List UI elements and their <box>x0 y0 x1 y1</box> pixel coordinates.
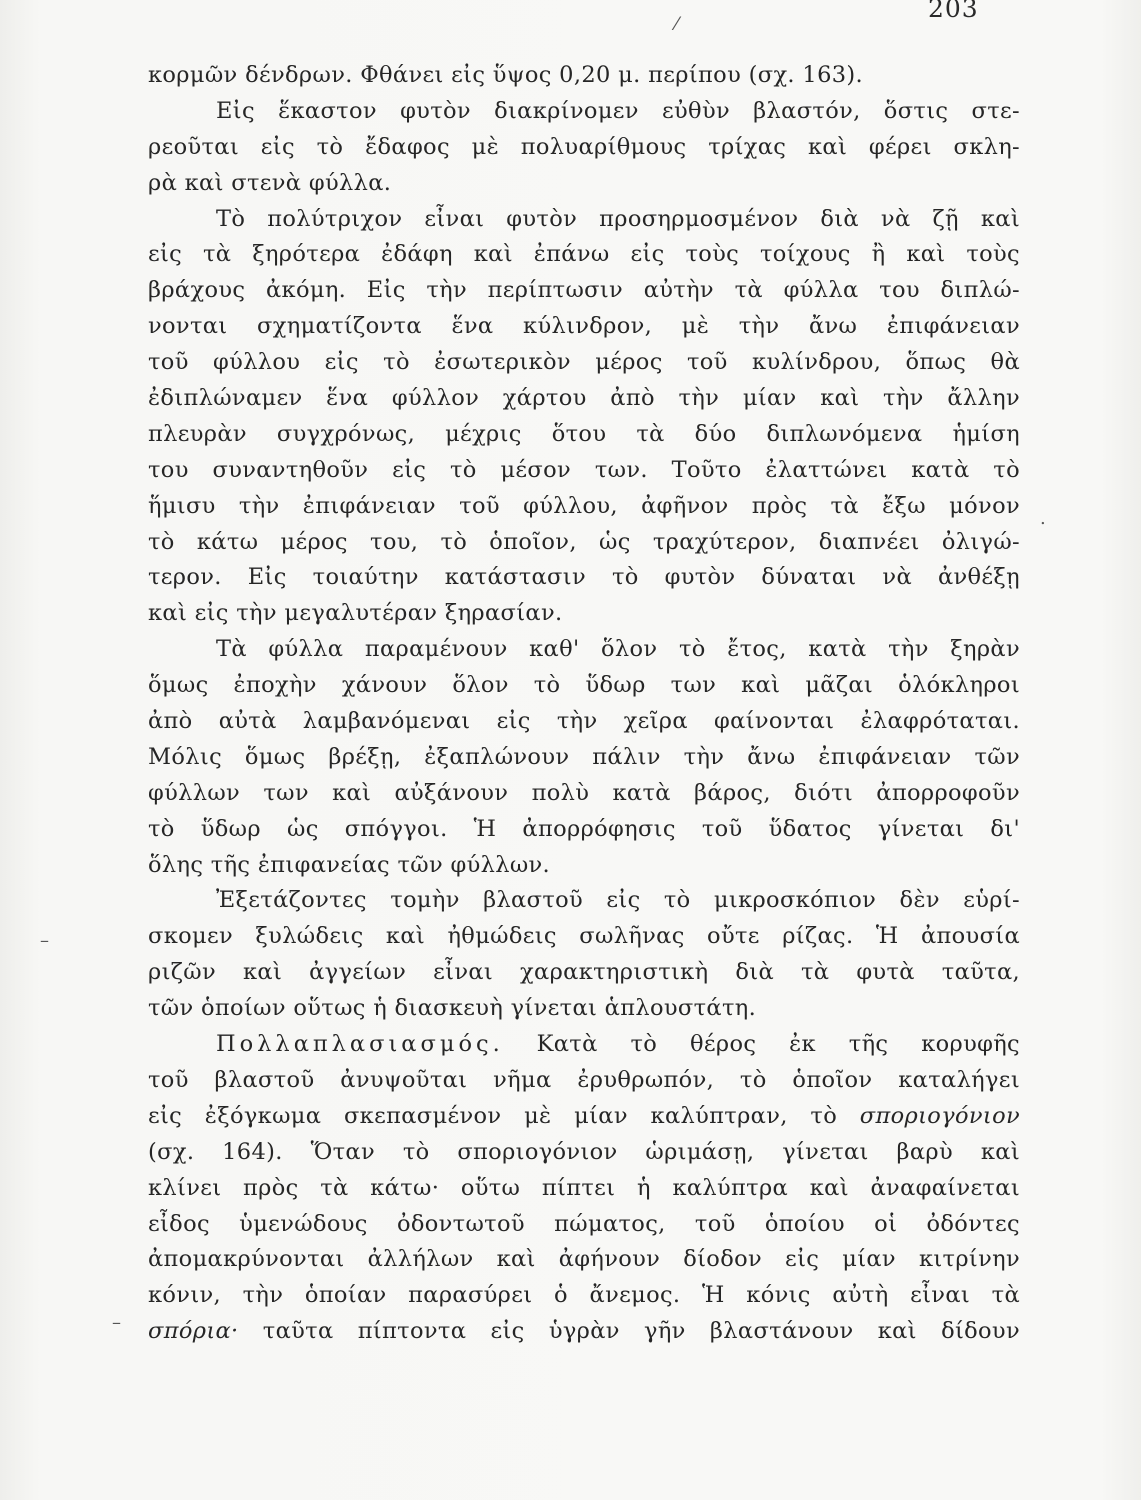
text-line: σκομεν ξυλώδεις καὶ ἠθμώδεις σωλῆνας οὔτε ρίζας. Ἡ ἀπουσία <box>148 923 1020 950</box>
section-heading: Πολλαπλασιασμός. <box>216 1031 504 1058</box>
italic-term: σπόρια· <box>148 1318 239 1345</box>
text-line: τὸ κάτω μέρος του, τὸ ὁποῖον, ὡς τραχύτερον, διαπνέει ὀλιγώ- <box>148 528 1020 555</box>
text-line: ὅλης τῆς ἐπιφανείας τῶν φύλλων. <box>148 851 551 878</box>
text-line: ρὰ καὶ στενὰ φύλλα. <box>148 169 392 196</box>
text-line: πλευρὰν συγχρόνως, μέχρις ὅτου τὰ δύο διπλωνόμενα ἡμίση <box>148 420 1020 447</box>
text-line: φύλλων των καὶ αὐξάνουν πολὺ κατὰ βάρος, διότι ἀπορροφοῦν <box>148 779 1020 806</box>
text-span: Κατὰ τὸ θέρος ἐκ τῆς κορυφῆς <box>503 1031 1020 1058</box>
text-span: ταῦτα πίπτοντα εἰς ὑγρὰν γῆν βλαστάνουν καὶ δίδουν <box>238 1318 1020 1345</box>
scan-mark: – <box>40 930 49 951</box>
text-line: Εἰς ἕκαστον φυτὸν διακρίνομεν εὐθὺν βλαστόν, ὅστις στε- <box>216 97 1020 124</box>
body-text <box>148 58 1020 1350</box>
text-line: καὶ εἰς τὴν μεγαλυτέραν ξηρασίαν. <box>148 600 563 627</box>
text-line: ριζῶν καὶ ἀγγείων εἶναι χαρακτηριστικὴ διὰ τὰ φυτὰ ταῦτα, <box>148 959 1020 986</box>
text-line: Τὰ φύλλα παραμένουν καθ' ὅλον τὸ ἔτος, κατὰ τὴν ξηρὰν <box>216 636 1020 663</box>
text-span: εἰς ἐξόγκωμα σκεπασμένον μὲ μίαν καλύπτραν, τὸ <box>148 1102 860 1129</box>
text-line: (σχ. 164). Ὅταν τὸ σποριογόνιον ὡριμάσῃ, γίνεται βαρὺ καὶ <box>148 1138 1020 1165</box>
text-line <box>148 1027 1020 1063</box>
text-line: κλίνει πρὸς τὰ κάτω· οὕτω πίπτει ἡ καλύπτρα καὶ ἀναφαίνεται <box>148 1174 1020 1201</box>
scan-mark: – <box>112 1312 121 1333</box>
text-line: ἀπομακρύνονται ἀλλήλων καὶ ἀφήνουν δίοδον εἰς μίαν κιτρίνην <box>148 1246 1020 1273</box>
italic-term: σποριογόνιον <box>859 1102 1020 1129</box>
scan-mark: ⁄ <box>675 14 679 35</box>
text-line: ἐδιπλώναμεν ἕνα φύλλον χάρτου ἀπὸ τὴν μίαν καὶ τὴν ἄλλην <box>148 385 1020 412</box>
text-line: τῶν ὁποίων οὕτως ἡ διασκευὴ γίνεται ἁπλουστάτη. <box>148 995 757 1022</box>
text-line: τὸ ὕδωρ ὡς σπόγγοι. Ἡ ἀπορρόφησις τοῦ ὕδατος γίνεται δι' <box>148 815 1020 842</box>
text-line: ὅμως ἐποχὴν χάνουν ὅλον τὸ ὕδωρ των καὶ μᾶζαι ὁλόκληροι <box>148 672 1020 699</box>
text-line: εἶδος ὑμενώδους ὀδοντωτοῦ πώματος, τοῦ ὁποίου οἱ ὀδόντες <box>148 1210 1020 1237</box>
text-line: ρεοῦται εἰς τὸ ἔδαφος μὲ πολυαρίθμους τρίχας καὶ φέρει σκλη- <box>148 133 1020 160</box>
text-line: Ἐξετάζοντες τομὴν βλαστοῦ εἰς τὸ μικροσκόπιον δὲν εὑρί- <box>216 887 1020 914</box>
text-line: βράχους ἀκόμη. Εἰς τὴν περίπτωσιν αὐτὴν τὰ φύλλα του διπλώ- <box>148 277 1020 304</box>
text-line: Τὸ πολύτριχον εἶναι φυτὸν προσηρμοσμένον διὰ νὰ ζῇ καὶ <box>216 205 1020 232</box>
page-number: 203 <box>928 0 979 23</box>
text-line: κόνιν, τὴν ὁποίαν παρασύρει ὁ ἄνεμος. Ἡ κόνις αὐτὴ εἶναι τὰ <box>148 1282 1020 1309</box>
text-line: νονται σχηματίζοντα ἕνα κύλινδρον, μὲ τὴν ἄνω ἐπιφάνειαν <box>148 313 1020 340</box>
text-line: του συναντηθοῦν εἰς τὸ μέσον των. Τοῦτο ἐλαττώνει κατὰ τὸ <box>148 456 1020 483</box>
text-line: τοῦ βλαστοῦ ἀνυψοῦται νῆμα ἐρυθρωπόν, τὸ ὁποῖον καταλήγει <box>148 1066 1020 1093</box>
text-line <box>148 1099 1020 1135</box>
text-line: Μόλις ὅμως βρέξῃ, ἐξαπλώνουν πάλιν τὴν ἄνω ἐπιφάνειαν τῶν <box>148 743 1020 770</box>
text-line: ἥμισυ τὴν ἐπιφάνειαν τοῦ φύλλου, ἀφῆνον πρὸς τὰ ἔξω μόνον <box>148 492 1020 519</box>
text-line: εἰς τὰ ξηρότερα ἐδάφη καὶ ἐπάνω εἰς τοὺς τοίχους ἢ καὶ τοὺς <box>148 241 1020 268</box>
text-line: ἀπὸ αὐτὰ λαμβανόμεναι εἰς τὴν χεῖρα φαίνονται ἐλαφρόταται. <box>148 708 1020 735</box>
text-line: τοῦ φύλλου εἰς τὸ ἐσωτερικὸν μέρος τοῦ κυλίνδρου, ὅπως θὰ <box>148 349 1020 376</box>
text-line <box>148 1314 1020 1350</box>
text-line: τερον. Εἰς τοιαύτην κατάστασιν τὸ φυτὸν δύναται νὰ ἀνθέξῃ <box>148 564 1020 591</box>
scan-mark: . <box>1040 508 1046 529</box>
text-line: κορμῶν δένδρων. Φθάνει εἰς ὕψος 0,20 μ. περίπου (σχ. 163). <box>148 62 864 88</box>
